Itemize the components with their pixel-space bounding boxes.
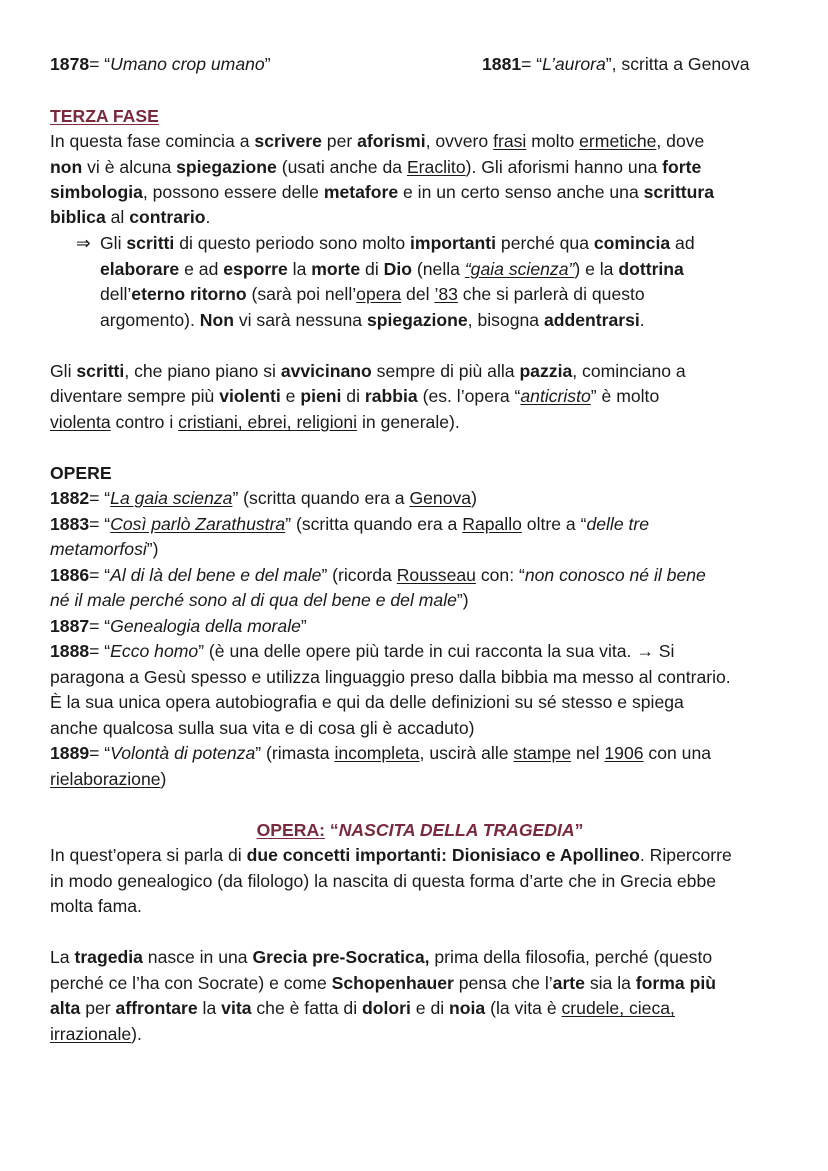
nascita-line-3: molta fama. bbox=[50, 896, 142, 916]
opera-1888-cont-1: paragona a Gesù spesso e utilizza linguaggio preso dalla bibbia ma messo al contrario. bbox=[50, 667, 731, 687]
opera-1887: 1887= “Genealogia della morale” bbox=[50, 616, 307, 636]
top-line-1878: 1878= “Umano crop umano” bbox=[50, 54, 271, 74]
terza-fase-heading: TERZA FASE bbox=[50, 106, 159, 126]
bullet-line-3: dell’eterno ritorno (sarà poi nell’opera del ’83 che si parlerà di questo bbox=[100, 284, 645, 304]
bullet-line-4: argomento). Non vi sarà nessuna spiegazione, bisogna addentrarsi. bbox=[100, 310, 645, 330]
opera-1886-cont: né il male perché sono al di qua del bene e del male”) bbox=[50, 590, 469, 610]
terza-line-2: non vi è alcuna spiegazione (usati anche da Eraclito). Gli aforismi hanno una forte bbox=[50, 157, 702, 177]
opera-1883-cont: metamorfosi”) bbox=[50, 539, 159, 559]
terza-line-1: In questa fase comincia a scrivere per aforismi, ovvero frasi molto ermetiche, dove bbox=[50, 131, 705, 151]
tragedia-line-3: alta per affrontare la vita che è fatta di dolori e di noia (la vita è crudele, cieca, bbox=[50, 998, 675, 1018]
bullet-line-2: elaborare e ad esporre la morte di Dio (nella “gaia scienza”) e la dottrina bbox=[100, 259, 684, 279]
tragedia-line-1: La tragedia nasce in una Grecia pre-Socratica, prima della filosofia, perché (questo bbox=[50, 947, 713, 967]
scritti-line-3: violenta contro i cristiani, ebrei, religioni in generale). bbox=[50, 412, 460, 432]
nascita-line-2: in modo genealogico (da filologo) la nascita di questa forma d’arte che in Grecia ebbe bbox=[50, 871, 717, 891]
top-line-1881: 1881= “L’aurora”, scritta a Genova bbox=[482, 54, 750, 74]
scritti-line-2: diventare sempre più violenti e pieni di rabbia (es. l’opera “anticristo” è molto bbox=[50, 386, 660, 406]
implies-arrow-icon: ⇒ bbox=[76, 233, 91, 253]
terza-line-3: simbologia, possono essere delle metafore e in un certo senso anche una scrittura bbox=[50, 182, 715, 202]
scritti-line-1: Gli scritti, che piano piano si avvicinano sempre di più alla pazzia, cominciano a bbox=[50, 361, 686, 381]
opera-1888: 1888= “Ecco homo” (è una delle opere più tarde in cui racconta la sua vita. → Si bbox=[50, 641, 675, 661]
opera-1889: 1889= “Volontà di potenza” (rimasta incompleta, uscirà alle stampe nel 1906 con una bbox=[50, 743, 712, 763]
opera-1888-cont-3: anche qualcosa sulla sua vita e di cosa gli è accaduto) bbox=[50, 718, 475, 738]
opera-1882: 1882= “La gaia scienza” (scritta quando era a Genova) bbox=[50, 488, 477, 508]
tragedia-line-2: perché ce l’ha con Socrate) e come Schopenhauer pensa che l’arte sia la forma più bbox=[50, 973, 716, 993]
nascita-line-1: In quest’opera si parla di due concetti importanti: Dionisiaco e Apollineo. Ripercorre bbox=[50, 845, 732, 865]
terza-line-4: biblica al contrario. bbox=[50, 207, 211, 227]
opera-1889-cont: rielaborazione) bbox=[50, 769, 167, 789]
nascita-heading: OPERA: “NASCITA DELLA TRAGEDIA” bbox=[256, 820, 584, 840]
opera-1888-cont-2: È la sua unica opera autobiografia e qui da delle definizioni su sé stesso e spiega bbox=[50, 692, 684, 712]
tragedia-line-4: irrazionale). bbox=[50, 1024, 142, 1044]
bullet-line-1: Gli scritti di questo periodo sono molto importanti perché qua comincia ad bbox=[100, 233, 695, 253]
opera-1886: 1886= “Al di là del bene e del male” (ricorda Rousseau con: “non conosco né il bene bbox=[50, 565, 706, 585]
opera-1883: 1883= “Così parlò Zarathustra” (scritta quando era a Rapallo oltre a “delle tre bbox=[50, 514, 650, 534]
opere-heading: OPERE bbox=[50, 463, 112, 483]
